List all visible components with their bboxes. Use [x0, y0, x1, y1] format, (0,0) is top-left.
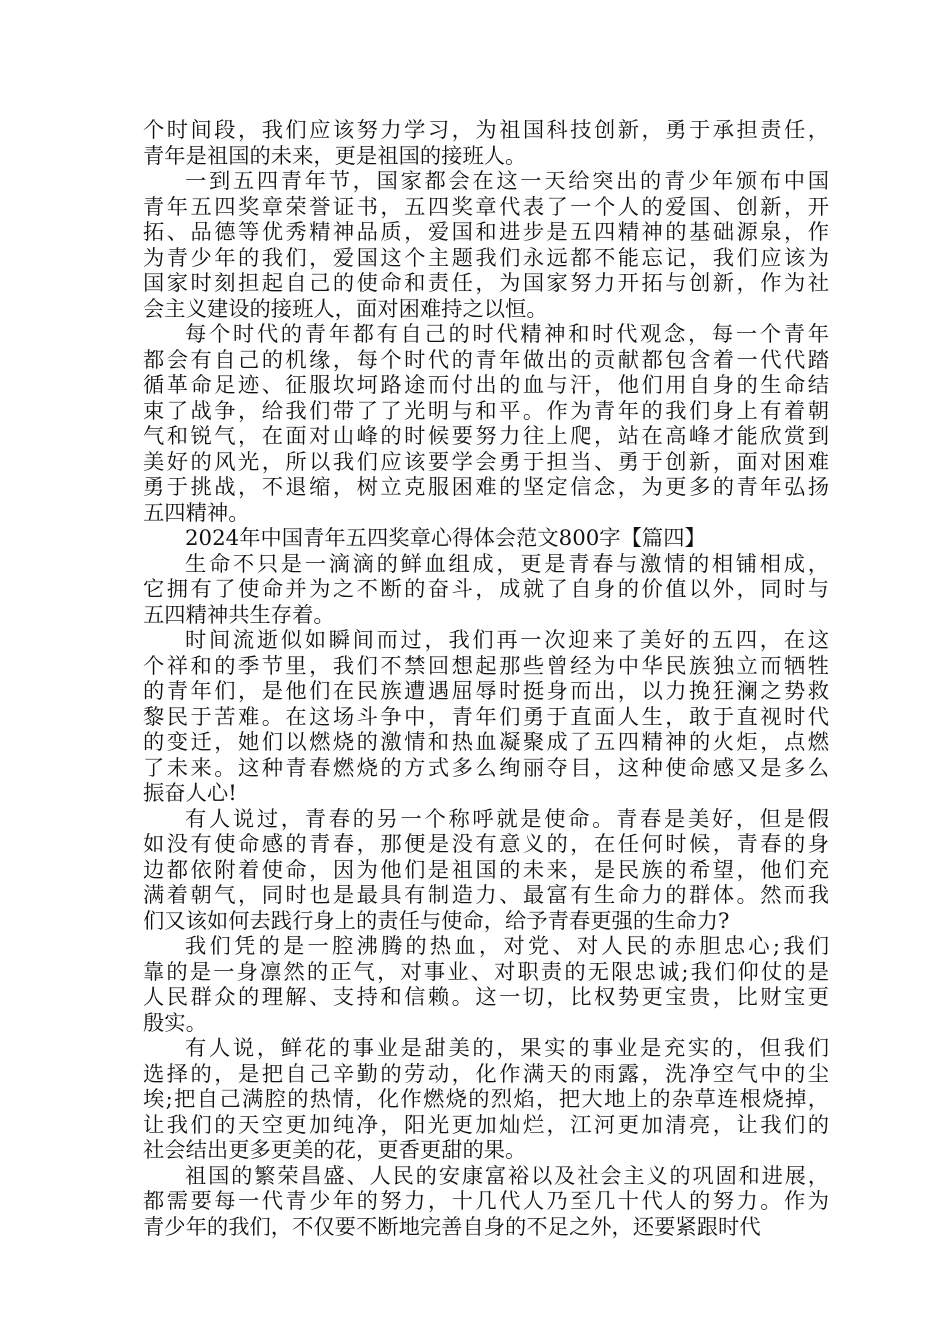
text-line: 青少年的我们，不仅要不断地完善自身的不足之外，还要紧跟时代 [143, 1214, 761, 1240]
text-line: 殷实。 [143, 1010, 207, 1036]
text-line: 如没有使命感的青春，那便是没有意义的，在任何时候，青春的身 [143, 832, 829, 857]
text-line: 生命不只是一滴滴的鲜血组成，更是青春与激情的相铺相成， [185, 551, 829, 577]
text-line: 一到五四青年节，国家都会在这一天给突出的青少年颁布中国 [185, 169, 829, 194]
text-line: 拓、品德等优秀精神品质，爱国和进步是五四精神的基础源泉，作 [143, 220, 829, 245]
text-line: 让我们的天空更加纯净，阳光更加灿烂，江河更加清亮，让我们的 [143, 1112, 829, 1138]
text-line: 埃;把自己满腔的热情，化作燃烧的烈焰，把大地上的杂草连根烧掉， [143, 1087, 829, 1112]
text-line: 我们凭的是一腔沸腾的热血，对党、对人民的赤胆忠心;我们 [185, 934, 829, 959]
text-line: 满着朝气，同时也是最具有制造力、最富有生命力的群体。然而我 [143, 883, 829, 908]
text-line: 了未来。这种青春燃烧的方式多么绚丽夺目，这种使命感又是多么 [143, 755, 829, 781]
paragraph [143, 322, 829, 526]
text-line: 束了战争，给我们带了了光明与和平。作为青年的我们身上有着朝 [143, 398, 829, 424]
text-line: 边都依附着使命，因为他们是祖国的未来，是民族的希望，他们充 [143, 857, 829, 883]
paragraph [143, 526, 829, 552]
text-line: 青年五四奖章荣誉证书，五四奖章代表了一个人的爱国、创新，开 [143, 194, 829, 220]
text-line: 祖国的繁荣昌盛、人民的安康富裕以及社会主义的巩固和进展， [185, 1163, 829, 1189]
text-line: 为青少年的我们，爱国这个主题我们永远都不能忘记，我们应该为 [143, 245, 829, 271]
text-line: 的变迁，她们以燃烧的激情和热血凝聚成了五四精神的火炬，点燃 [143, 730, 829, 755]
paragraph [143, 118, 829, 169]
text-line: 五四精神。 [143, 500, 250, 526]
text-line: 它拥有了使命并为之不断的奋斗，成就了自身的价值以外，同时与 [143, 577, 829, 602]
text-line: 勇于挑战，不退缩，树立克服困难的坚定信念，为更多的青年弘扬 [143, 475, 829, 500]
text-line: 循革命足迹、征服坎坷路途而付出的血与汗，他们用自身的生命结 [143, 373, 829, 398]
text-line: 们又该如何去践行身上的责任与使命，给予青春更强的生命力? [143, 908, 730, 934]
text-line: 每个时代的青年都有自己的时代精神和时代观念，每一个青年 [185, 322, 829, 347]
paragraph [143, 552, 829, 629]
paragraph [143, 628, 829, 807]
text-line: 个时间段，我们应该努力学习，为祖国科技创新，勇于承担责任， [143, 118, 829, 143]
paragraph [143, 934, 829, 1036]
text-line: 个祥和的季节里，我们不禁回想起那些曾经为中华民族独立而牺牲 [143, 653, 829, 679]
text-line: 时间流逝似如瞬间而过，我们再一次迎来了美好的五四，在这 [185, 628, 829, 653]
document-body [143, 118, 829, 1240]
text-line: 有人说，鲜花的事业是甜美的，果实的事业是充实的，但我们 [185, 1036, 829, 1061]
text-line: 气和锐气，在面对山峰的时候要努力往上爬，站在高峰才能欣赏到 [143, 424, 829, 449]
text-line: 靠的是一身凛然的正气，对事业、对职责的无限忠诚;我们仰仗的是 [143, 959, 829, 985]
text-line: 美好的风光，所以我们应该要学会勇于担当、勇于创新，面对困难 [143, 449, 829, 475]
paragraph [143, 807, 829, 935]
text-line: 2024年中国青年五四奖章心得体会范文800字【篇四】 [185, 526, 706, 551]
text-line: 人民群众的理解、支持和信赖。这一切，比权势更宝贵，比财宝更 [143, 985, 829, 1010]
text-line: 都需要每一代青少年的努力，十几代人乃至几十代人的努力。作为 [143, 1189, 829, 1214]
paragraph [143, 1036, 829, 1164]
text-line: 振奋人心! [143, 781, 237, 806]
text-line: 的青年们，是他们在民族遭遇屈辱时挺身而出，以力挽狂澜之势救 [143, 679, 829, 704]
text-line: 青年是祖国的未来，更是祖国的接班人。 [143, 143, 527, 169]
text-line: 五四精神共生存着。 [143, 602, 335, 628]
text-line: 社会结出更多更美的花，更香更甜的果。 [143, 1138, 527, 1163]
text-line: 国家时刻担起自己的使命和责任，为国家努力开拓与创新，作为社 [143, 271, 829, 296]
text-line: 会主义建设的接班人，面对困难持之以恒。 [143, 296, 548, 322]
text-line: 黎民于苦难。在这场斗争中，青年们勇于直面人生，敢于直视时代 [143, 704, 829, 730]
paragraph [143, 169, 829, 322]
text-line: 都会有自己的机缘，每个时代的青年做出的贡献都包含着一代代踏 [143, 347, 829, 373]
paragraph [143, 1164, 829, 1241]
text-line: 选择的，是把自己辛勤的劳动，化作满天的雨露，洗净空气中的尘 [143, 1061, 829, 1087]
text-line: 有人说过，青春的另一个称呼就是使命。青春是美好，但是假 [185, 806, 829, 832]
